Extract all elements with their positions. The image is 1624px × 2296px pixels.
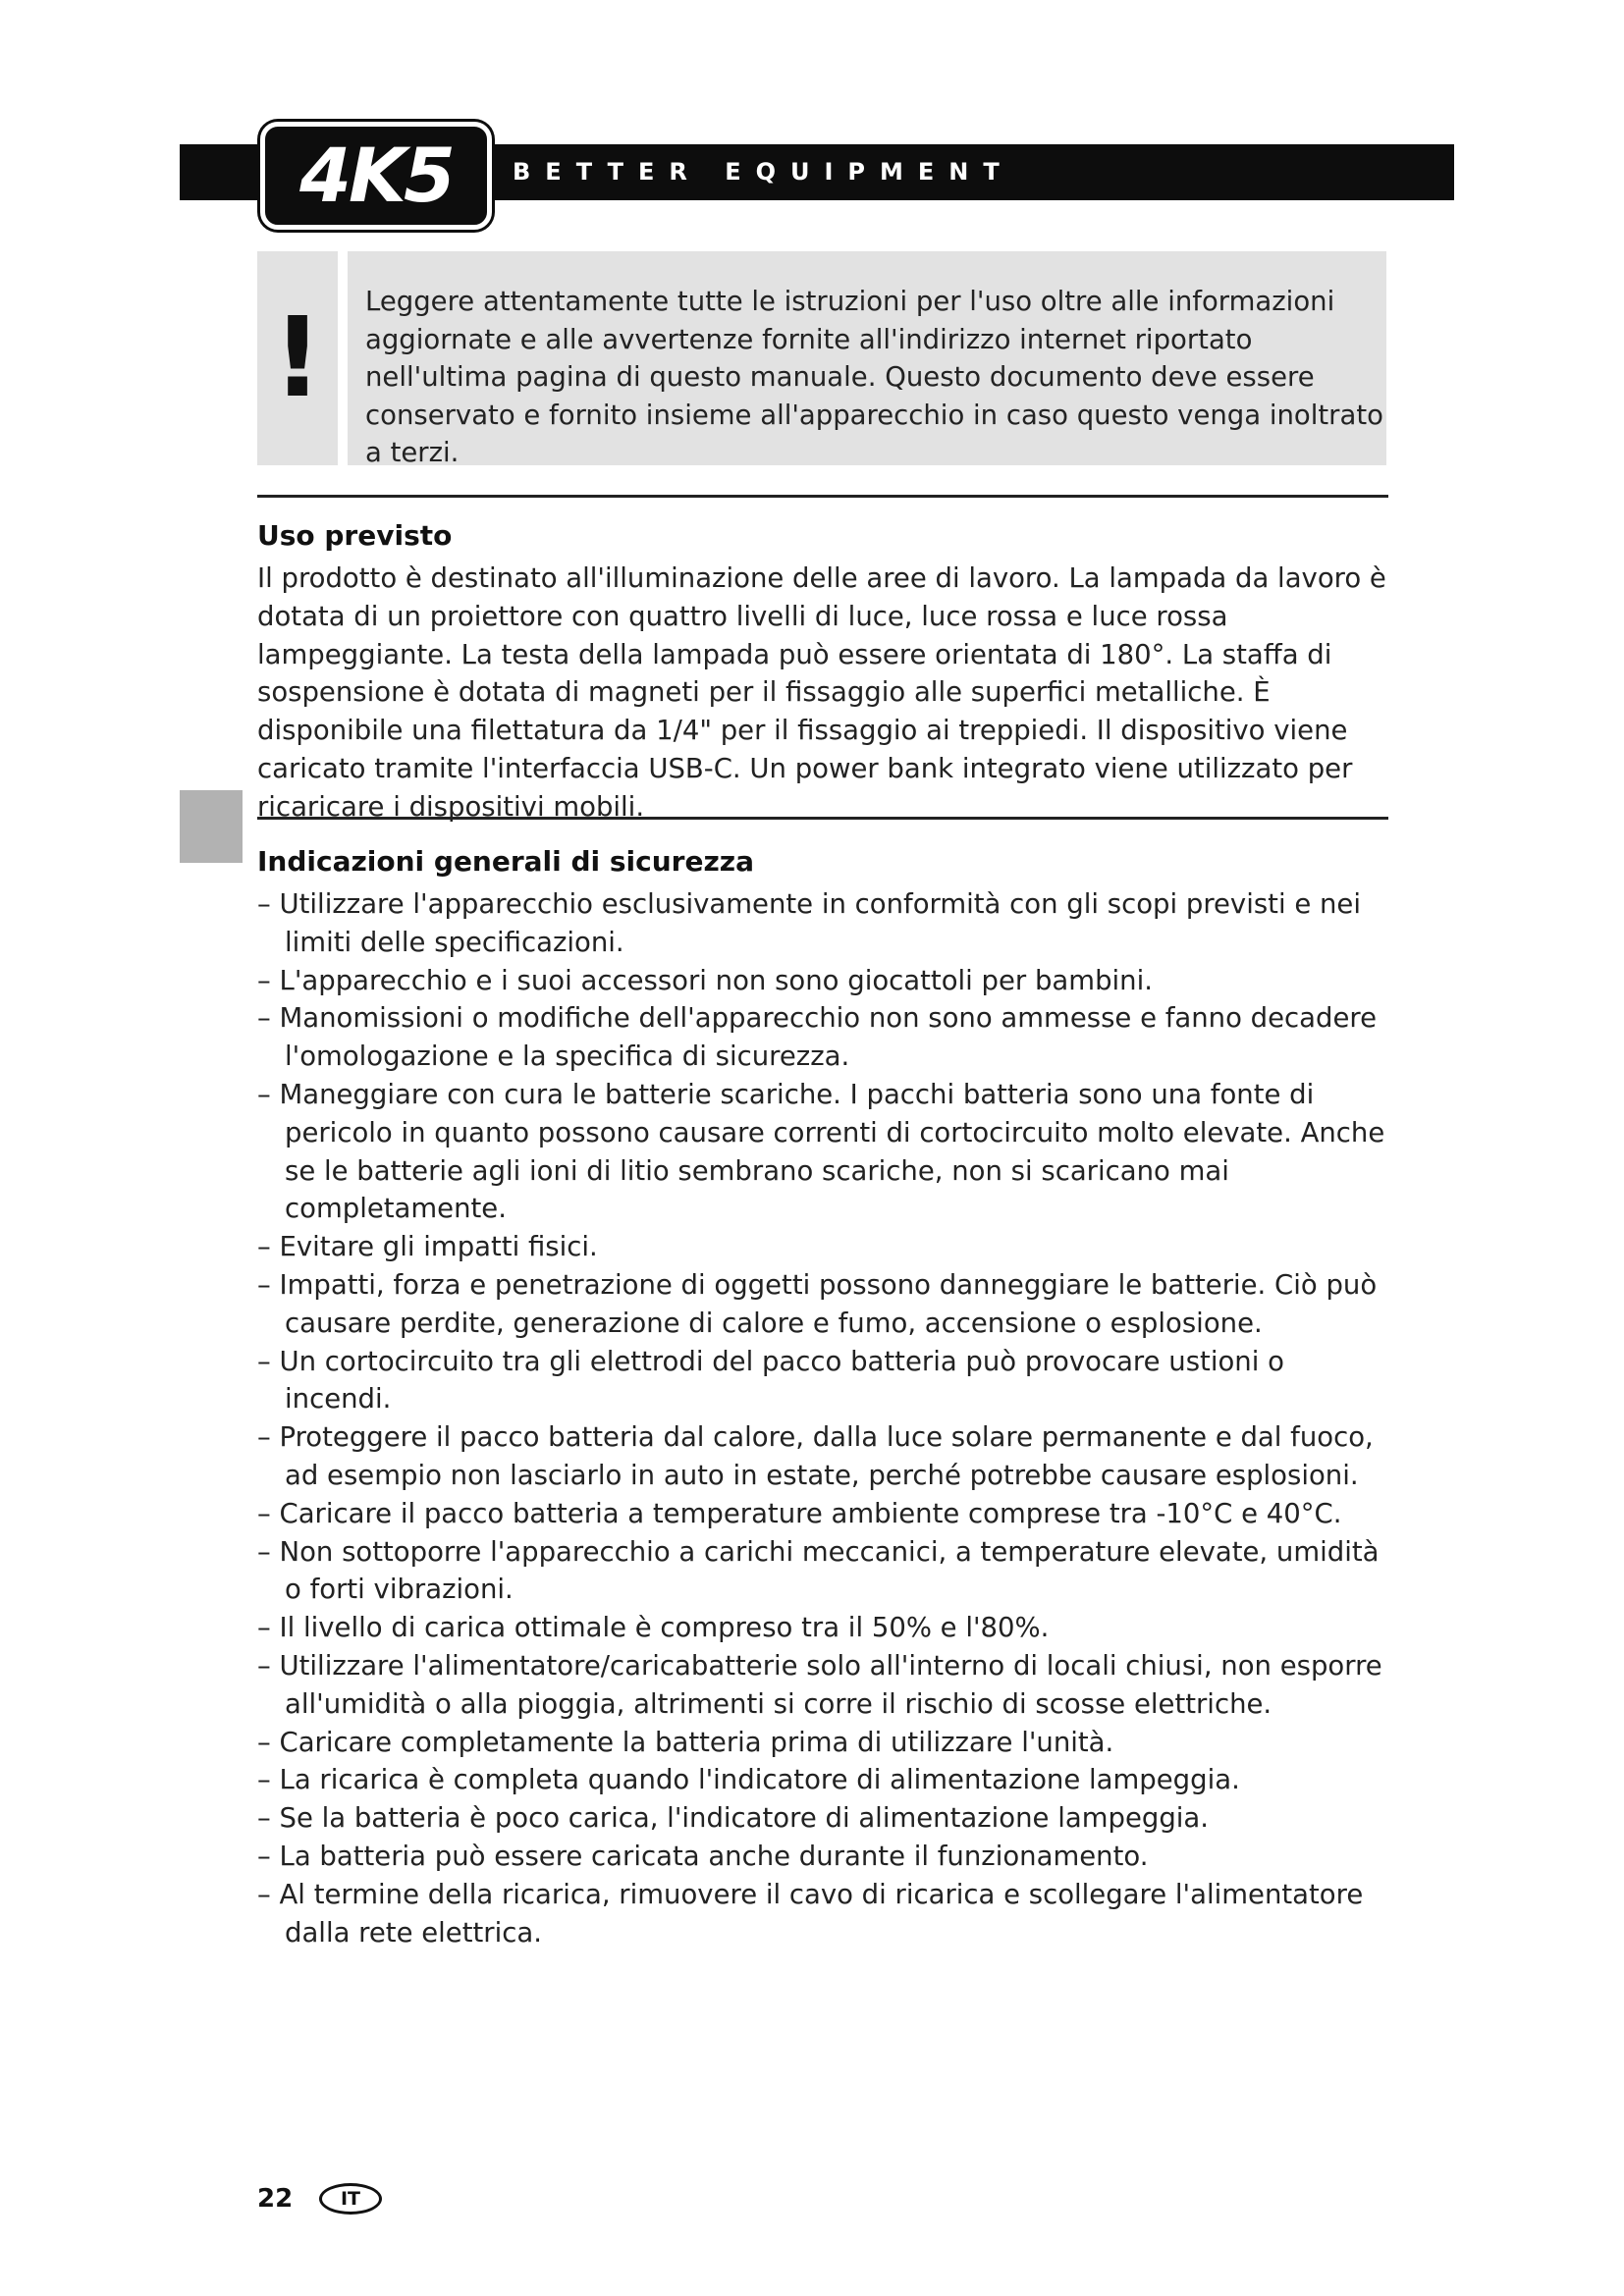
- list-item: – Utilizzare l'apparecchio esclusivamente in conformità con gli scopi previsti e nei limiti delle specificazioni.: [257, 885, 1396, 962]
- intended-use-text: Il prodotto è destinato all'illuminazione delle aree di lavoro. La lampada da lavoro è dotata di un proiettore con quattro livelli di luce, luce rossa e luce rossa lampeggiante. La testa della lampada può essere orientata di 180°. La staffa di sospensione è dotata di magneti per il fissaggio alle superfici metalliche. È disponibile una filettatura da 1/4" per il fissaggio ai treppiedi. Il dispositivo viene caricato tramite l'interfaccia USB-C. Un power bank integrato viene utilizzato per ricaricare i dispositivi mobili.: [257, 562, 1386, 823]
- section-divider: [257, 495, 1388, 498]
- list-item: – Se la batteria è poco carica, l'indicatore di alimentazione lampeggia.: [257, 1799, 1396, 1838]
- logo-text: 4K5: [299, 132, 453, 219]
- intended-use-section: [257, 516, 1396, 827]
- list-item: – Impatti, forza e penetrazione di oggetti possono danneggiare le batterie. Ciò può causare perdite, generazione di calore e fumo, accensione o esplosione.: [257, 1266, 1396, 1343]
- safety-section: [257, 842, 1396, 1951]
- language-code: IT: [340, 2187, 361, 2210]
- notice-text: Leggere attentamente tutte le istruzioni per l'uso oltre alle informazioni aggiornate e alle avvertenze fornite all'indirizzo internet riportato nell'ultima pagina di questo manuale. Questo documento deve essere conservato e fornito insieme all'apparecchio in caso questo venga inoltrato a terzi.: [365, 286, 1383, 469]
- notice-icon-box: [257, 251, 338, 465]
- language-badge: [319, 2183, 382, 2215]
- intended-use-title: Uso previsto: [257, 519, 453, 552]
- list-item: – La ricarica è completa quando l'indicatore di alimentazione lampeggia.: [257, 1761, 1396, 1799]
- list-item: – Utilizzare l'alimentatore/caricabatterie solo all'interno di locali chiusi, non esporre all'umidità o alla pioggia, altrimenti si corre il rischio di scosse elettriche.: [257, 1647, 1396, 1724]
- list-item: – Il livello di carica ottimale è compreso tra il 50% e l'80%.: [257, 1609, 1396, 1647]
- list-item: – La batteria può essere caricata anche durante il funzionamento.: [257, 1838, 1396, 1876]
- brand-tagline: BETTER EQUIPMENT: [513, 158, 1014, 186]
- section-divider: [257, 817, 1388, 820]
- safety-list: [257, 885, 1396, 1951]
- notice-box: [348, 251, 1386, 469]
- list-item: – L'apparecchio e i suoi accessori non sono giocattoli per bambini.: [257, 962, 1396, 1000]
- exclamation-icon: !: [272, 294, 323, 422]
- safety-title: Indicazioni generali di sicurezza: [257, 845, 754, 878]
- list-item: – Un cortocircuito tra gli elettrodi del pacco batteria può provocare ustioni o incendi.: [257, 1343, 1396, 1419]
- list-item: – Al termine della ricarica, rimuovere il cavo di ricarica e scollegare l'alimentatore dalla rete elettrica.: [257, 1876, 1396, 1952]
- list-item: – Proteggere il pacco batteria dal calore, dalla luce solare permanente e dal fuoco, ad esempio non lasciarlo in auto in estate, perché potrebbe causare esplosioni.: [257, 1418, 1396, 1495]
- side-tab: [180, 790, 243, 863]
- brand-logo: [260, 122, 492, 230]
- list-item: – Manomissioni o modifiche dell'apparecchio non sono ammesse e fanno decadere l'omologazione e la specifica di sicurezza.: [257, 999, 1396, 1076]
- list-item: – Non sottoporre l'apparecchio a carichi meccanici, a temperature elevate, umidità o forti vibrazioni.: [257, 1533, 1396, 1610]
- list-item: – Caricare completamente la batteria prima di utilizzare l'unità.: [257, 1724, 1396, 1762]
- list-item: – Maneggiare con cura le batterie scariche. I pacchi batteria sono una fonte di pericolo in quanto possono causare correnti di cortocircuito molto elevate. Anche se le batterie agli ioni di litio sembrano scariche, non si scaricano mai completamente.: [257, 1076, 1396, 1228]
- page-number: 22: [257, 2184, 294, 2214]
- list-item: – Caricare il pacco batteria a temperature ambiente comprese tra -10°C e 40°C.: [257, 1495, 1396, 1533]
- list-item: – Evitare gli impatti fisici.: [257, 1228, 1396, 1266]
